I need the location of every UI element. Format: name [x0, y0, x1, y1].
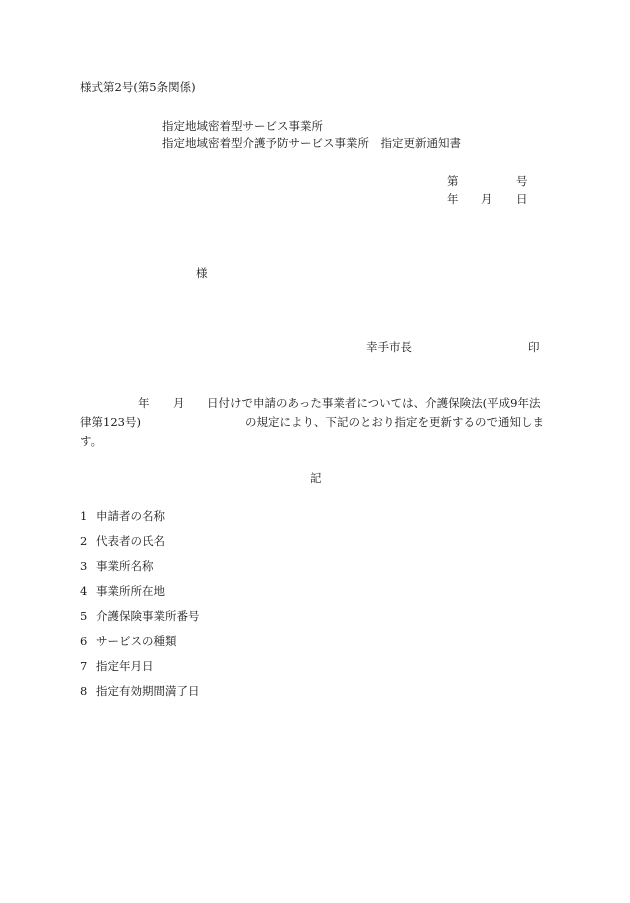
body-line-2-prefix: 律第123号)	[80, 415, 141, 429]
ki-heading: 記	[310, 471, 322, 485]
body-year: 年	[138, 396, 150, 410]
number-suffix: 号	[516, 174, 528, 188]
item-number: 6	[80, 634, 88, 648]
list-item	[80, 611, 200, 623]
title-line-1: 指定地域密着型サービス事業所	[162, 119, 323, 133]
body-month: 月	[173, 396, 185, 410]
date-month: 月	[481, 192, 493, 206]
list-item	[80, 536, 165, 548]
item-label: 代表者の氏名	[96, 534, 165, 548]
item-label: 事業所名称	[96, 559, 154, 573]
item-number: 8	[80, 684, 88, 698]
date-day: 日	[516, 192, 528, 206]
number-prefix: 第	[447, 174, 459, 188]
item-label: 指定有効期間満了日	[96, 684, 200, 698]
item-number: 1	[80, 509, 88, 523]
list-item	[80, 636, 177, 648]
form-number: 様式第2号(第5条関係)	[80, 80, 196, 94]
addressee-honorific: 様	[196, 266, 208, 280]
body-line-3: す。	[80, 434, 103, 448]
list-item	[80, 511, 165, 523]
item-number: 5	[80, 609, 88, 623]
body-line-1: 日付けで申請のあった事業者については、介護保険法(平成9年法	[207, 396, 541, 410]
item-number: 2	[80, 534, 88, 548]
list-item	[80, 686, 200, 698]
date-year: 年	[447, 192, 459, 206]
issuer: 幸手市長	[366, 340, 412, 354]
list-item	[80, 586, 165, 598]
item-number: 3	[80, 559, 88, 573]
body-line-2: の規定により、下記のとおり指定を更新するので通知しま	[245, 415, 544, 429]
title-line-2: 指定地域密着型介護予防サービス事業所 指定更新通知書	[162, 136, 461, 150]
list-item	[80, 561, 154, 573]
item-label: 介護保険事業所番号	[96, 609, 200, 623]
item-number: 4	[80, 584, 88, 598]
item-label: 事業所所在地	[96, 584, 165, 598]
item-number: 7	[80, 659, 88, 673]
item-label: 申請者の名称	[96, 509, 165, 523]
item-label: 指定年月日	[96, 659, 154, 673]
seal-mark: 印	[528, 340, 540, 354]
list-item	[80, 661, 154, 673]
item-label: サービスの種類	[96, 634, 177, 648]
